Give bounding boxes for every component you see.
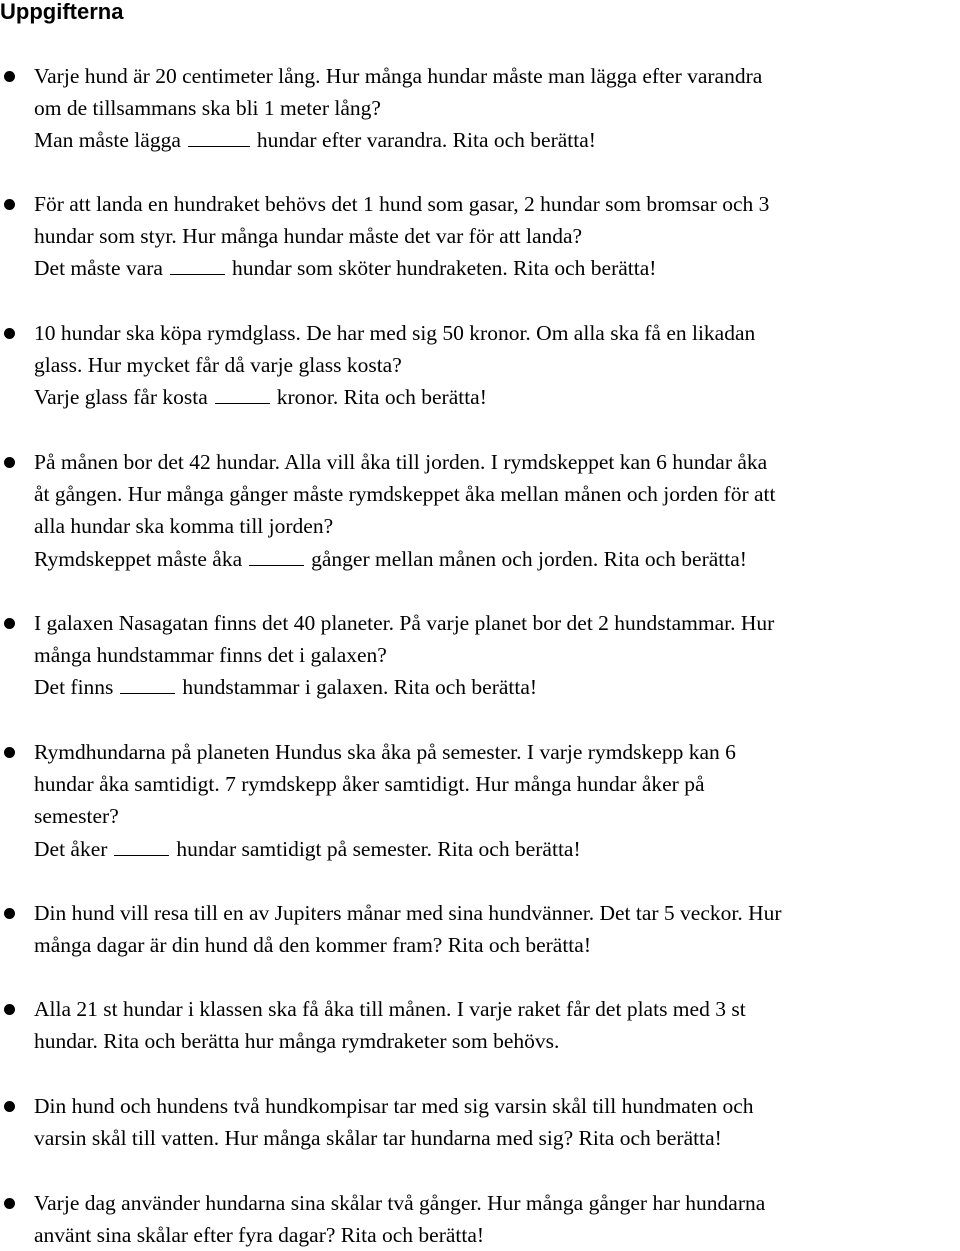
bullet-icon xyxy=(4,618,15,629)
task-text: många dagar är din hund då den kommer fram? Rita och berätta! xyxy=(34,933,591,958)
task-text: åt gången. Hur många gånger måste rymdskeppet åka mellan månen och jorden för att xyxy=(34,482,776,507)
task-line xyxy=(34,897,782,929)
task-text: Din hund och hundens två hundkompisar tar med sig varsin skål till hundmaten och xyxy=(34,1094,754,1118)
task-text: Din hund vill resa till en av Jupiters månar med sina hundvänner. Det tar 5 veckor. Hur xyxy=(34,901,782,925)
task-line xyxy=(34,929,591,961)
task-text: Rymdhundarna på planeten Hundus ska åka på semester. I varje rymdskepp kan 6 xyxy=(34,740,736,764)
task-line xyxy=(34,768,705,800)
task-line xyxy=(34,993,746,1025)
answer-prompt: Det åker xyxy=(34,836,108,861)
task-line xyxy=(34,381,487,413)
task-line xyxy=(34,1187,765,1219)
task-text: hundar. Rita och berätta hur många rymdraketer som behövs. xyxy=(34,1029,560,1054)
answer-suffix: hundar efter varandra. Rita och berätta! xyxy=(256,128,596,153)
task-text: använt sina skålar efter fyra dagar? Rita och berätta! xyxy=(34,1223,485,1248)
answer-prompt: Det måste vara xyxy=(34,256,163,281)
bullet-icon xyxy=(4,328,15,339)
task-text: hundar som styr. Hur många hundar måste det var för att landa? xyxy=(34,224,583,249)
task-text: glass. Hur mycket får då varje glass kosta? xyxy=(34,353,402,378)
task-line xyxy=(34,349,402,381)
answer-blank[interactable] xyxy=(120,692,175,694)
task-line xyxy=(34,543,747,575)
task-line xyxy=(34,188,769,220)
task-text: varsin skål till vatten. Hur många skålar tar hundarna med sig? Rita och berätta! xyxy=(34,1126,722,1151)
answer-suffix: hundar samtidigt på semester. Rita och berätta! xyxy=(176,836,581,861)
task-text: Varje dag använder hundarna sina skålar två gånger. Hur många gånger har hundarna xyxy=(34,1191,766,1215)
answer-prompt: Rymdskeppet måste åka xyxy=(34,546,243,571)
task-line xyxy=(34,639,387,671)
task-line xyxy=(34,446,767,478)
task-line xyxy=(34,220,582,252)
bullet-icon xyxy=(4,1004,15,1015)
task-line xyxy=(34,671,537,703)
task-line xyxy=(34,1219,484,1251)
bullet-icon xyxy=(4,199,15,210)
answer-blank[interactable] xyxy=(215,402,270,404)
bullet-icon xyxy=(4,1198,15,1209)
task-text: alla hundar ska komma till jorden? xyxy=(34,514,334,539)
answer-blank[interactable] xyxy=(188,145,250,147)
task-text: Alla 21 st hundar i klassen ska få åka till månen. I varje raket får det plats med 3 st xyxy=(34,997,746,1021)
task-text: semester? xyxy=(34,804,119,829)
task-text: hundar åka samtidigt. 7 rymdskepp åker samtidigt. Hur många hundar åker på xyxy=(34,772,705,797)
task-text: 10 hundar ska köpa rymdglass. De har med sig 50 kronor. Om alla ska få en likadan xyxy=(34,321,756,345)
answer-prompt: Varje glass får kosta xyxy=(34,385,208,410)
task-line xyxy=(34,478,775,510)
bullet-icon xyxy=(4,457,15,468)
task-line xyxy=(34,1025,559,1057)
bullet-icon xyxy=(4,71,15,82)
task-line xyxy=(34,124,596,156)
task-line xyxy=(34,252,656,284)
task-line xyxy=(34,60,762,92)
bullet-icon xyxy=(4,908,15,919)
answer-suffix: kronor. Rita och berätta! xyxy=(276,385,487,410)
answer-suffix: gånger mellan månen och jorden. Rita och berätta! xyxy=(311,546,747,571)
task-text: För att landa en hundraket behövs det 1 hund som gasar, 2 hundar som bromsar och 3 xyxy=(34,192,770,216)
task-text: På månen bor det 42 hundar. Alla vill åka till jorden. I rymdskeppet kan 6 hundar åka xyxy=(34,450,768,474)
task-line xyxy=(34,833,581,865)
task-line xyxy=(34,92,381,124)
answer-suffix: hundar som sköter hundraketen. Rita och berätta! xyxy=(231,256,657,281)
task-text: många hundstammar finns det i galaxen? xyxy=(34,643,387,668)
answer-blank[interactable] xyxy=(249,564,304,566)
answer-prompt: Man måste lägga xyxy=(34,128,181,153)
answer-suffix: hundstammar i galaxen. Rita och berätta! xyxy=(182,675,538,700)
answer-prompt: Det finns xyxy=(34,675,114,700)
task-text: Varje hund är 20 centimeter lång. Hur många hundar måste man lägga efter varandra xyxy=(34,64,763,88)
answer-blank[interactable] xyxy=(114,854,169,856)
task-text: I galaxen Nasagatan finns det 40 planeter. På varje planet bor det 2 hundstammar. Hur xyxy=(34,611,775,635)
task-line xyxy=(34,1122,722,1154)
task-line xyxy=(34,736,736,768)
answer-blank[interactable] xyxy=(170,273,225,275)
task-text: om de tillsammans ska bli 1 meter lång? xyxy=(34,96,381,121)
bullet-icon xyxy=(4,1101,15,1112)
task-line xyxy=(34,510,333,542)
task-line xyxy=(34,800,119,832)
task-line xyxy=(34,1090,754,1122)
task-line xyxy=(34,607,774,639)
page-title: Uppgifterna xyxy=(0,0,124,24)
bullet-icon xyxy=(4,747,15,758)
task-line xyxy=(34,317,755,349)
